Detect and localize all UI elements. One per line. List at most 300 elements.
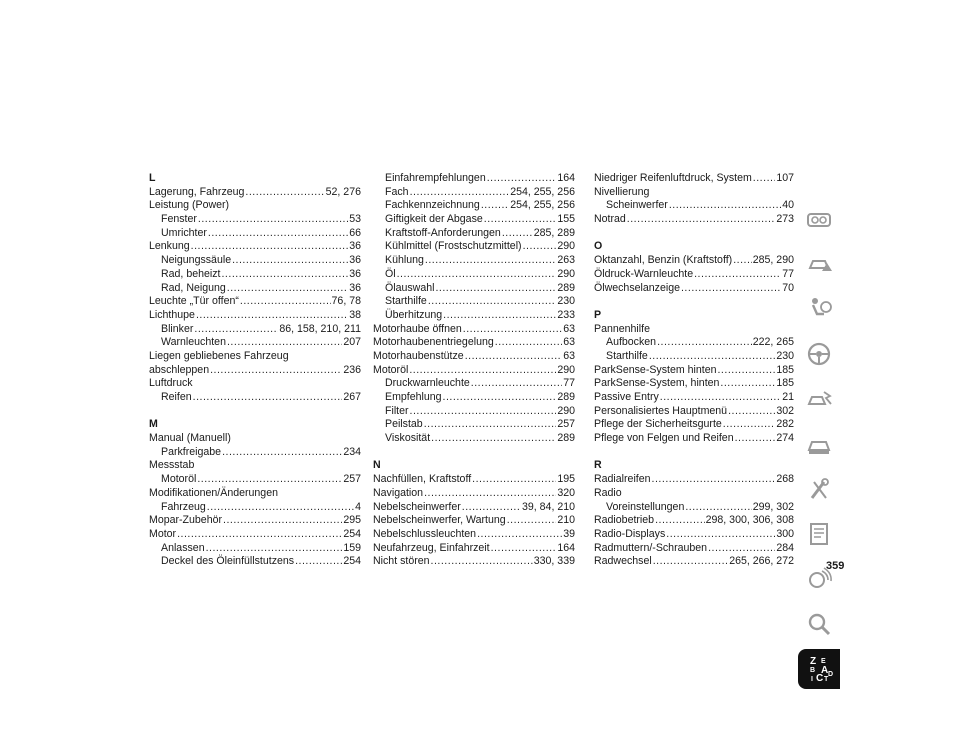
entry-term: Nivellierung — [594, 185, 650, 198]
spacer — [149, 405, 361, 419]
entry-term: Aufbocken — [606, 336, 657, 349]
entry-term: ParkSense-System, hinten — [594, 377, 720, 390]
entry-pages: 298, 300, 306, 308 — [705, 514, 794, 527]
entry-term: Ölauswahl — [385, 281, 435, 294]
entry-term: Rad, Neigung — [161, 281, 226, 294]
entry-term: Leistung (Power) — [149, 199, 230, 212]
entry-term: Radiobetrieb — [594, 514, 655, 527]
index-subentry — [373, 172, 575, 186]
entry-pages: 70 — [782, 281, 794, 294]
entry-term: Fahrzeug — [161, 500, 206, 513]
index-subentry — [149, 254, 361, 268]
index-entry — [149, 514, 361, 528]
chapter-tab-specifications[interactable] — [798, 514, 840, 554]
dot-leader — [196, 309, 348, 323]
entry-term: Motorhaubenentriegelung — [373, 336, 494, 349]
entry-pages: 265, 266, 272 — [729, 555, 794, 568]
entry-pages: 290 — [557, 267, 575, 280]
section-letter: O — [594, 240, 603, 253]
entry-pages: 274 — [776, 432, 794, 445]
entry-pages: 236 — [343, 363, 361, 376]
spacer — [594, 227, 794, 241]
entry-term: Neigungssäule — [161, 254, 232, 267]
index-tab-letter: D — [828, 671, 834, 678]
dot-leader — [471, 377, 562, 391]
index-subentry — [373, 227, 575, 241]
entry-pages: 254 — [343, 555, 361, 568]
entry-pages: 86, 158, 210, 211 — [279, 322, 361, 335]
dot-leader — [652, 473, 776, 487]
index-entry — [149, 528, 361, 542]
entry-pages: 36 — [349, 254, 361, 267]
index-entry — [594, 473, 794, 487]
index-subentry — [373, 268, 575, 282]
index-subentry — [149, 282, 361, 296]
entry-pages: 254, 255, 256 — [510, 199, 575, 212]
entry-term: Überhitzung — [385, 308, 443, 321]
index-subentry — [149, 391, 361, 405]
index-subentry — [373, 391, 575, 405]
entry-pages: 299, 302 — [752, 500, 794, 513]
entry-term: Leuchte „Tür offen“ — [149, 295, 239, 308]
dot-leader — [227, 336, 342, 350]
index-entry — [594, 391, 794, 405]
index-entry — [594, 418, 794, 432]
entry-pages: 285, 290 — [752, 254, 794, 267]
dot-leader — [206, 542, 343, 556]
dot-leader — [198, 213, 348, 227]
section-letter: R — [594, 459, 602, 472]
entry-pages: 295 — [343, 514, 361, 527]
index-entry — [373, 336, 575, 350]
chapter-tab-car-dashboard[interactable] — [798, 199, 840, 239]
entry-term: Modifikationen/Änderungen — [149, 486, 278, 499]
entry-term: Viskosität — [385, 432, 431, 445]
dot-leader — [681, 282, 781, 296]
entry-term: Radialreifen — [594, 473, 651, 486]
index-entry — [373, 528, 575, 542]
entry-term: Motoröl — [161, 473, 197, 486]
dot-leader — [462, 501, 521, 515]
entry-pages: 300 — [776, 527, 794, 540]
entry-term: Motorhaube öffnen — [373, 322, 462, 335]
dot-leader — [649, 350, 776, 364]
index-entry — [594, 405, 794, 419]
index-tab-letter: T — [824, 676, 829, 683]
index-tab-letter: I — [811, 676, 813, 683]
entry-pages: 290 — [557, 363, 575, 376]
index-subentry — [373, 295, 575, 309]
index-subentry — [373, 240, 575, 254]
dot-leader — [507, 514, 557, 528]
car-warning-icon — [804, 249, 834, 279]
dot-leader — [723, 418, 776, 432]
index-entry — [149, 487, 361, 501]
entry-pages: 63 — [563, 349, 575, 362]
entry-term: Luftdruck — [149, 377, 193, 390]
specifications-icon — [804, 519, 834, 549]
entry-pages: 76, 78 — [331, 295, 361, 308]
entry-term: Ölwechselanzeige — [594, 281, 680, 294]
entry-pages: 289 — [557, 391, 575, 403]
entry-term: Einfahrempfehlungen — [385, 172, 486, 184]
entry-pages: 273 — [776, 213, 794, 226]
entry-term: Nicht stören — [373, 555, 430, 568]
dot-leader — [735, 432, 776, 446]
entry-term: Empfehlung — [385, 391, 442, 403]
index-subentry — [149, 268, 361, 282]
entry-term: Starthilfe — [606, 349, 648, 362]
entry-term: Passive Entry — [594, 391, 659, 403]
entry-pages: 155 — [557, 213, 575, 226]
dot-leader — [477, 528, 562, 542]
spacer — [594, 446, 794, 460]
entry-term: Warnleuchten — [161, 336, 226, 349]
index-entry — [149, 186, 361, 200]
index-subentry — [373, 418, 575, 432]
chapter-tab-car-crash[interactable] — [798, 379, 840, 419]
index-tab-letter: A — [821, 665, 829, 676]
index-entry — [149, 240, 361, 254]
page-number: 359 — [826, 560, 845, 572]
dot-leader — [728, 405, 775, 419]
dot-leader — [443, 309, 556, 323]
dot-leader — [431, 432, 556, 446]
entry-term: Pannenhilfe — [594, 322, 650, 335]
index-tab-letter: B — [810, 667, 816, 674]
index-entry — [594, 254, 794, 268]
index-entry — [149, 377, 361, 391]
entry-term: Radio — [594, 486, 622, 499]
chapter-tab-search[interactable] — [798, 604, 840, 644]
entry-pages: 282 — [776, 418, 794, 431]
index-entry — [594, 487, 794, 501]
index-entry — [149, 199, 361, 213]
entry-term: Oktanzahl, Benzin (Kraftstoff) — [594, 254, 733, 267]
car-crash-icon — [804, 384, 834, 414]
dot-leader — [177, 528, 342, 542]
entry-pages: 290 — [557, 240, 575, 253]
entry-pages: 77 — [563, 377, 575, 390]
car-dashboard-icon — [804, 204, 834, 234]
dot-leader — [210, 364, 342, 378]
entry-term: Lagerung, Fahrzeug — [149, 185, 245, 198]
entry-pages: 36 — [349, 240, 361, 253]
entry-pages: 254, 255, 256 — [510, 185, 575, 198]
index-subentry — [149, 555, 361, 569]
entry-term: Messstab — [149, 459, 195, 472]
dot-leader — [397, 268, 557, 282]
dot-leader — [424, 487, 556, 501]
dot-leader — [193, 391, 343, 405]
entry-term: Radio-Displays — [594, 527, 666, 540]
index-entry — [594, 555, 794, 569]
entry-pages: 285, 289 — [533, 226, 575, 239]
index-entry — [373, 487, 575, 501]
car-service-icon — [804, 429, 834, 459]
entry-pages: 52, 276 — [325, 185, 361, 198]
chapter-tab-car-warning[interactable] — [798, 244, 840, 284]
entry-pages: 63 — [563, 336, 575, 349]
entry-pages: 185 — [776, 377, 794, 390]
entry-pages: 302 — [776, 404, 794, 417]
chapter-tab-car-service[interactable] — [798, 424, 840, 464]
entry-term: Pflege der Sicherheitsgurte — [594, 418, 722, 431]
chapter-tab-airbag-seat[interactable] — [798, 289, 840, 329]
index-column-3 — [594, 172, 794, 569]
index-entry — [373, 473, 575, 487]
index-entry — [594, 542, 794, 556]
chapter-tab-index-az[interactable] — [798, 649, 840, 689]
dot-leader — [443, 391, 557, 405]
entry-term: Motorhaubenstütze — [373, 349, 464, 362]
dot-leader — [669, 199, 781, 213]
dot-leader — [495, 336, 562, 350]
entry-term: Motoröl — [373, 363, 409, 376]
entry-pages: 257 — [343, 473, 361, 486]
entry-term: Lenkung — [149, 240, 190, 253]
index-tab-letter: Z — [810, 656, 817, 667]
index-entry — [594, 282, 794, 296]
dot-leader — [232, 254, 348, 268]
index-entry — [373, 555, 575, 569]
dot-leader — [197, 473, 342, 487]
index-subentry — [594, 336, 794, 350]
dot-leader — [502, 227, 533, 241]
dot-leader — [409, 364, 556, 378]
entry-term: Blinker — [161, 322, 194, 335]
dot-leader — [227, 282, 348, 296]
index-entry — [594, 268, 794, 282]
entry-term: Radmuttern/-Schrauben — [594, 541, 708, 554]
dot-leader — [208, 227, 348, 241]
entry-pages: 254 — [343, 527, 361, 540]
dot-leader — [431, 555, 533, 569]
index-subentry — [594, 501, 794, 515]
dot-leader — [410, 405, 557, 419]
entry-term: Lichthupe — [149, 308, 195, 321]
entry-pages: 185 — [776, 363, 794, 376]
section-letter: P — [594, 308, 602, 321]
index-subentry — [149, 213, 361, 227]
entry-pages: 107 — [776, 172, 794, 184]
entry-pages: 330, 339 — [533, 555, 575, 568]
dot-leader — [657, 336, 752, 350]
entry-term: Neufahrzeug, Einfahrzeit — [373, 541, 490, 554]
entry-term: Giftigkeit der Abgase — [385, 213, 483, 226]
tools-icon — [804, 474, 834, 504]
search-icon — [804, 609, 834, 639]
index-subentry — [373, 309, 575, 323]
index-entry — [149, 364, 361, 378]
entry-pages: 36 — [349, 267, 361, 280]
index-subentry — [373, 377, 575, 391]
entry-term: Rad, beheizt — [161, 267, 221, 280]
dot-leader — [223, 514, 342, 528]
index-entry — [594, 364, 794, 378]
dot-leader — [491, 542, 557, 556]
entry-term: Kühlung — [385, 254, 424, 267]
entry-pages: 39 — [563, 527, 575, 540]
dot-leader — [653, 555, 728, 569]
dot-leader — [194, 323, 278, 337]
dot-leader — [717, 364, 775, 378]
index-az-icon — [804, 654, 834, 684]
entry-term: Voreinstellungen — [606, 500, 685, 513]
entry-pages: 164 — [557, 541, 575, 554]
entry-pages: 222, 265 — [752, 336, 794, 349]
entry-pages: 77 — [782, 267, 794, 280]
entry-term: Umrichter — [161, 226, 207, 239]
index-subentry — [373, 213, 575, 227]
index-entry — [149, 432, 361, 446]
entry-pages: 320 — [557, 486, 575, 499]
entry-term: Nebelscheinwerfer — [373, 500, 461, 513]
chapter-tabs — [798, 199, 840, 694]
index-subentry — [373, 282, 575, 296]
entry-pages: 39, 84, 210 — [521, 500, 575, 513]
index-entry — [373, 514, 575, 528]
entry-term: abschleppen — [149, 363, 210, 376]
index-subentry — [149, 501, 361, 515]
dot-leader — [191, 240, 349, 254]
entry-pages: 195 — [557, 473, 575, 486]
index-entry — [594, 186, 794, 200]
dot-leader — [240, 295, 331, 309]
entry-pages: 210 — [557, 514, 575, 527]
dot-leader — [428, 295, 557, 309]
entry-term: Pflege von Felgen und Reifen — [594, 432, 734, 445]
spacer — [373, 446, 575, 460]
section-letter: M — [149, 418, 158, 431]
entry-pages: 230 — [557, 295, 575, 308]
index-entry — [373, 350, 575, 364]
index-subentry — [149, 336, 361, 350]
entry-term: Starthilfe — [385, 295, 427, 308]
index-entry — [373, 542, 575, 556]
dot-leader — [694, 268, 781, 282]
entry-pages: 289 — [557, 281, 575, 294]
entry-term: Fachkennzeichnung — [385, 199, 480, 212]
index-subentry — [149, 323, 361, 337]
entry-pages: 263 — [557, 254, 575, 267]
airbag-seat-icon — [804, 294, 834, 324]
index-entry — [594, 432, 794, 446]
entry-pages: 290 — [557, 404, 575, 417]
entry-pages: 40 — [782, 199, 794, 212]
index-subentry — [373, 186, 575, 200]
entry-term: Manual (Manuell) — [149, 432, 231, 445]
entry-pages: 53 — [349, 213, 361, 226]
index-tab-letter: C — [816, 673, 824, 684]
index-subentry — [149, 542, 361, 556]
index-subentry — [149, 227, 361, 241]
entry-term: Niedriger Reifenluftdruck, System — [594, 172, 752, 184]
entry-term: Fenster — [161, 213, 197, 226]
entry-term: Radwechsel — [594, 555, 652, 568]
entry-term: Nebelscheinwerfer, Wartung — [373, 514, 506, 527]
entry-pages: 233 — [557, 308, 575, 321]
entry-pages: 66 — [349, 226, 361, 239]
index-tab-letter: E — [821, 658, 826, 665]
dot-leader — [627, 213, 776, 227]
index-subentry — [149, 446, 361, 460]
entry-term: Navigation — [373, 486, 424, 499]
entry-pages: 36 — [349, 281, 361, 294]
entry-pages: 164 — [557, 172, 575, 184]
index-subentry — [149, 473, 361, 487]
dot-leader — [222, 446, 342, 460]
dot-leader — [481, 199, 509, 213]
index-entry — [594, 323, 794, 337]
dot-leader — [685, 501, 751, 515]
dot-leader — [410, 186, 510, 200]
index-subentry — [373, 432, 575, 446]
index-entry — [149, 350, 361, 364]
section-letter: N — [373, 459, 381, 472]
index-column-2 — [373, 172, 575, 569]
entry-pages: 289 — [557, 432, 575, 445]
entry-term: Scheinwerfer — [606, 199, 668, 212]
entry-term: Reifen — [161, 391, 192, 403]
entry-pages: 21 — [782, 391, 794, 403]
index-subentry — [373, 199, 575, 213]
entry-term: Öldruck-Warnleuchte — [594, 267, 694, 280]
entry-term: Motor — [149, 527, 177, 540]
dot-leader — [435, 282, 556, 296]
dot-leader — [708, 542, 775, 556]
entry-term: Personalisiertes Hauptmenü — [594, 404, 728, 417]
entry-term: Kühlmittel (Frostschutzmittel) — [385, 240, 522, 253]
entry-term: Notrad — [594, 213, 626, 226]
entry-term: Nachfüllen, Kraftstoff — [373, 473, 472, 486]
index-subentry — [373, 254, 575, 268]
entry-term: ParkSense-System hinten — [594, 363, 717, 376]
chapter-tab-steering-wheel[interactable] — [798, 334, 840, 374]
index-entry — [149, 309, 361, 323]
entry-term: Liegen gebliebenes Fahrzeug — [149, 349, 289, 362]
entry-term: Druckwarnleuchte — [385, 377, 470, 390]
index-column-1 — [149, 172, 361, 569]
dot-leader — [424, 418, 557, 432]
chapter-tab-tools[interactable] — [798, 469, 840, 509]
spacer — [594, 295, 794, 309]
dot-leader — [465, 350, 563, 364]
index-entry — [373, 501, 575, 515]
index-entry — [373, 323, 575, 337]
entry-pages: 63 — [563, 322, 575, 335]
dot-leader — [484, 213, 557, 227]
entry-term: Fach — [385, 185, 409, 198]
entry-term: Parkfreigabe — [161, 445, 222, 458]
dot-leader — [472, 473, 556, 487]
index-entry — [594, 528, 794, 542]
entry-pages: 267 — [343, 391, 361, 403]
index-entry — [149, 459, 361, 473]
entry-pages: 4 — [355, 500, 361, 513]
steering-wheel-icon — [804, 339, 834, 369]
entry-term: Öl — [385, 267, 396, 280]
entry-pages: 284 — [776, 541, 794, 554]
entry-term: Filter — [385, 404, 409, 417]
entry-term: Nebelschlussleuchten — [373, 527, 477, 540]
dot-leader — [660, 391, 781, 405]
index-entry — [594, 172, 794, 186]
index-entry — [594, 377, 794, 391]
entry-pages: 257 — [557, 418, 575, 431]
section-letter: L — [149, 172, 156, 184]
index-subentry — [373, 405, 575, 419]
